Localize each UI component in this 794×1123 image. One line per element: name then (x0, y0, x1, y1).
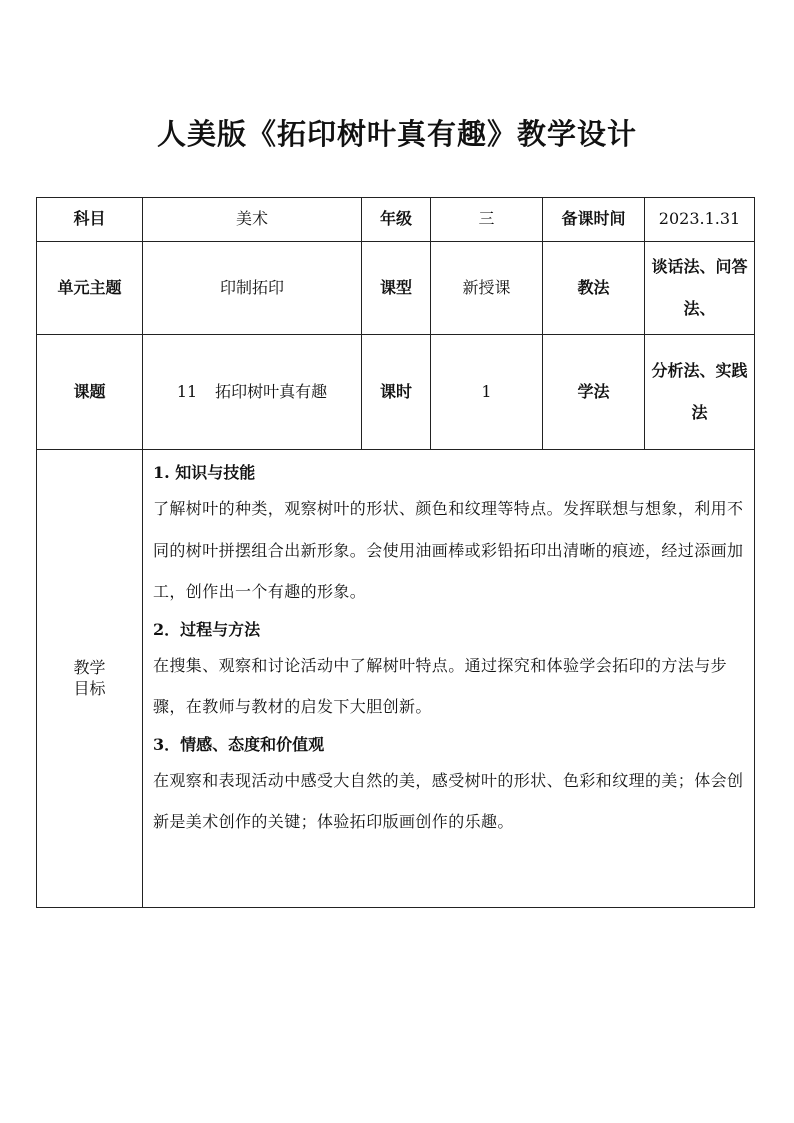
topic-label: 课题 (37, 335, 143, 450)
goal-text-knowledge: 了解树叶的种类，观察树叶的形状、颜色和纹理等特点。发挥联想与想象，利用不同的树叶拼摆组合出新形象。会使用油画棒或彩铅拓印出清晰的痕迹，经过添画加工，创作出一个有趣的形象。 (153, 499, 744, 601)
unit-label: 单元主题 (37, 242, 143, 335)
grade-label: 年级 (362, 198, 431, 242)
goal-text-values: 在观察和表现活动中感受大自然的美，感受树叶的形状、色彩和纹理的美；体会创新是美术创作的关键；体验拓印版画创作的乐趣。 (153, 770, 744, 831)
goals-content (143, 450, 755, 908)
goal-text-process: 在搜集、观察和讨论活动中了解树叶特点。通过探究和体验学会拓印的方法与步骤，在教师与教材的启发下大胆创新。 (153, 655, 728, 716)
prep-time-value: 2023.1.31 (645, 198, 755, 242)
subject-value: 美术 (143, 198, 362, 242)
learning-method-label: 学法 (543, 335, 645, 450)
lesson-type-label: 课型 (362, 242, 431, 335)
teaching-method-label: 教法 (543, 242, 645, 335)
goals-label-line2: 目标 (73, 678, 106, 698)
topic-number: 11 (176, 381, 198, 401)
page-title: 人美版《拓印树叶真有趣》教学设计 (156, 117, 637, 151)
goal-heading-values: 3．情感、态度和价值观 (153, 734, 325, 754)
prep-time-label: 备课时间 (543, 198, 645, 242)
table-row-goals (37, 450, 755, 908)
topic-value: 拓印树叶真有趣 (215, 381, 328, 401)
goal-heading-knowledge: 1. 知识与技能 (153, 463, 256, 482)
grade-value: 三 (431, 198, 543, 242)
unit-value: 印制拓印 (143, 242, 362, 335)
goals-label (37, 450, 143, 908)
periods-label: 课时 (362, 335, 431, 450)
topic-cell (143, 335, 362, 450)
periods-value: 1 (431, 335, 543, 450)
lesson-plan-table (36, 197, 755, 908)
lesson-type-value: 新授课 (431, 242, 543, 335)
teaching-method-value: 谈话法、问答法、 (645, 242, 755, 335)
subject-label: 科目 (37, 198, 143, 242)
table-row-unit (37, 242, 755, 335)
goal-heading-process: 2．过程与方法 (153, 619, 261, 639)
goals-label-line1: 教学 (73, 657, 106, 677)
table-row-subject (37, 198, 755, 242)
learning-method-value: 分析法、实践法 (645, 335, 755, 450)
table-row-topic (37, 335, 755, 450)
